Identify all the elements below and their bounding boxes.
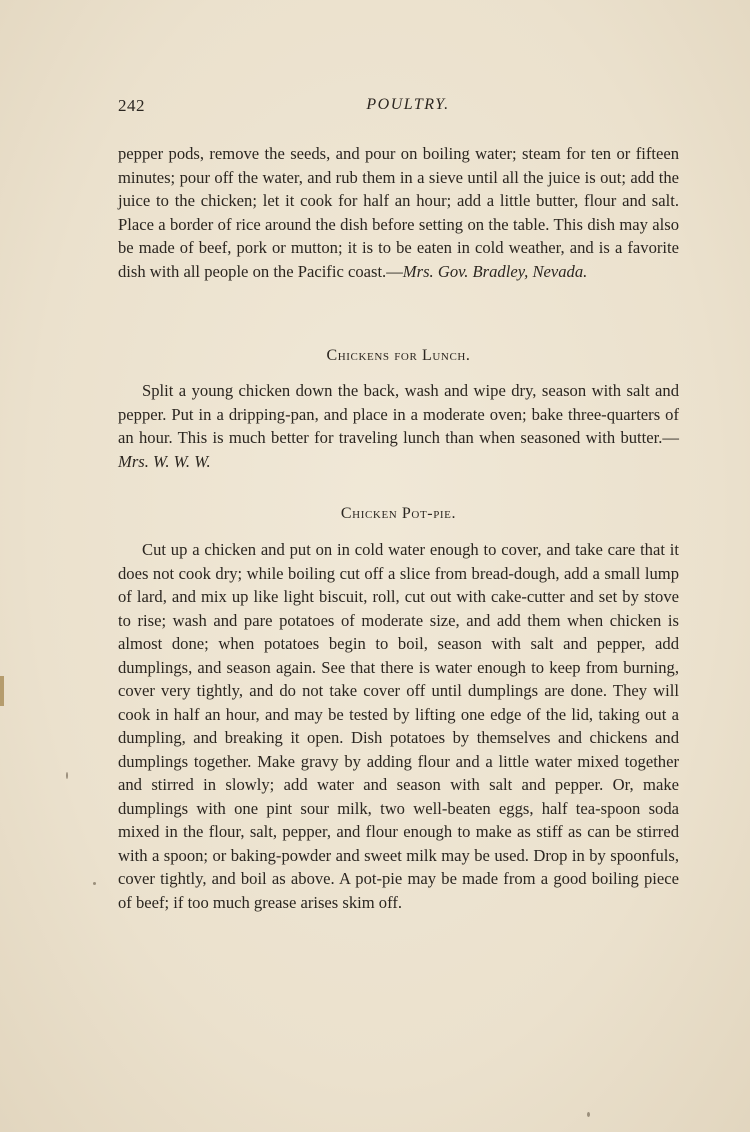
page-header — [118, 96, 678, 120]
chicken-pot-pie-text: Cut up a chicken and put on in cold water enough to cover, and take care that it does not cook dry; while boiling cut off a slice from bread-dough, add a small lump of lard, and mix up like light biscuit, roll, cut out with cake-cutter and set by stove to rise; wash and pare potatoes of moderate size, and add them when chicken is almost done; when potatoes begin to boil, season with salt and pepper, add dumplings, and season again. See that there is water enough to keep from burning, cover very tightly, and do not take cover off until dumplings are done. They will cook in half an hour, and may be tested by lifting one edge of the lid, taking out a dumpling, and breaking it open. Dish potatoes by themselves and chickens and dumplings together. Make gravy by adding flour and a little water mixed together and stirred in slowly; add water and season with salt and pepper. Or, make dumplings with one pint sour milk, two well-beaten eggs, half tea-spoon soda mixed in the flour, salt, pepper, and flour enough to make as stiff as can be stirred with a spoon; or baking-powder and sweet milk may be used. Drop in by spoonfuls, cover tightly, and boil as above. A pot-pie may be made from a good boiling piece of beef; if too much grease arises skim off. — [118, 540, 679, 912]
chickens-for-lunch-text: Split a young chicken down the back, wash and wipe dry, season with salt and pepper. Put in a dripping-pan, and place in a moderate oven; bake three-quarters of an hour. This is much better for traveling lunch than when seasoned with butter.— — [118, 381, 679, 447]
chickens-for-lunch-signature: Mrs. W. W. W. — [118, 451, 211, 471]
intro-signature: Mrs. Gov. Bradley, Nevada. — [402, 261, 588, 281]
section-title-chickens-for-lunch: Chickens for Lunch. — [326, 347, 471, 364]
intro-text: pepper pods, remove the seeds, and pour on boiling water; steam for ten or fifteen minutes; pour off the water, and rub them in a sieve until all the juice is out; add the juice to the chicken; let it cook for half an hour; add a little butter, flour and salt. Place a border of rice around the dish before setting on the table. This dish may also be made of beef, pork or mutton; it is to be eaten in cold weather, and is a favorite dish with all people on the Pacific coast.— — [118, 144, 679, 281]
page-edge-stain — [0, 676, 4, 706]
section-title-chicken-pot-pie: Chicken Pot-pie. — [340, 505, 457, 522]
chickens-for-lunch-paragraph — [118, 379, 679, 473]
paper-speck — [587, 1112, 590, 1117]
intro-paragraph — [118, 142, 679, 283]
running-head: POULTRY. — [366, 96, 450, 113]
paper-speck — [93, 882, 96, 885]
paper-speck — [66, 772, 68, 779]
page-number: 242 — [118, 96, 145, 115]
chicken-pot-pie-paragraph — [118, 538, 679, 914]
